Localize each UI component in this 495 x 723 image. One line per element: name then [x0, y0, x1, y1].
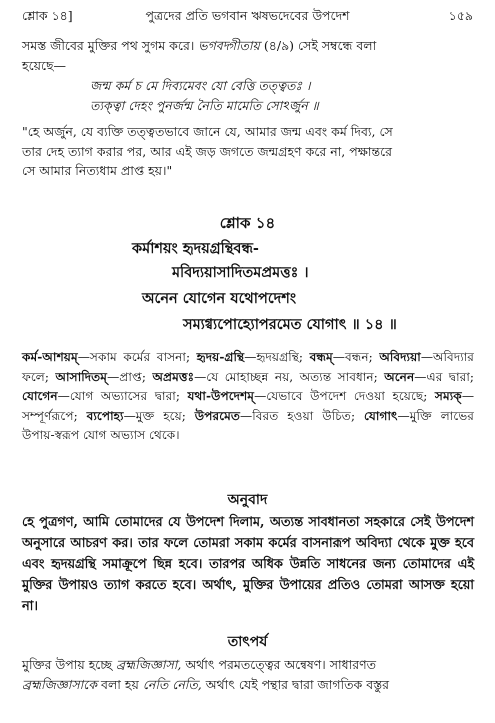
- synonym-meaning: —যে মোহাচ্ছন্ন নয়, অত্যন্ত সাবধান;: [194, 369, 385, 384]
- purport-text: [22, 655, 474, 695]
- synonym-word: যোগাৎ: [363, 408, 398, 423]
- synonym-word: আসাদিতম্: [55, 369, 108, 384]
- translation-text: হে পুত্রগণ, আমি তোমাদের যে উপদেশ দিলাম, অত্যন্ত সাবধানতা সহকারে সেই উপদেশ অনুসারে আচরণ কর। তার ফলে তোমরা সকাম কর্মের বাসনারূপ অবিদ্যা থেকে মুক্ত হবে এবং হৃদয়গ্রন্থি সমাক্রূপে ছিন্ন হবে। তারপর অধিক উন্নতি সাধনের জন্য তোমাদের এই মুক্তির উপায়ও ত্যাগ করতে হবে। অর্থাৎ, মুক্তির উপায়ের প্রতিও তোমরা আসক্ত হয়ো না।: [22, 515, 474, 614]
- synonym-word: উপরমেত: [194, 408, 241, 423]
- synonym-meaning: —প্রাপ্ত;: [107, 369, 153, 384]
- sloka-number: শ্লোক ১৪: [219, 214, 276, 232]
- sloka-line-3: অনেন যোগেন যথোপদেশং: [142, 290, 297, 307]
- synonym-meaning: —এর দ্বারা;: [414, 369, 474, 384]
- synonym-meaning: —বিরত হওয়া উচিত;: [240, 408, 364, 423]
- intro-paragraph: [22, 36, 474, 75]
- sloka-line-2: মবিদ্যয়াসাদিতমপ্রমত্তঃ ।: [172, 264, 309, 281]
- header-verse-ref: শ্লোক ১৪]: [22, 8, 73, 23]
- synonym-word: অনেন: [384, 369, 415, 384]
- synonyms-paragraph: [22, 348, 474, 446]
- synonym-meaning: —মুক্তি লাভের উপায়-স্বরূপ যোগ অভ্যাস থেকে।: [22, 408, 474, 442]
- synonym-word: যথা-উপদেশম্: [187, 389, 255, 403]
- purport-line-2: ব্রহ্মজিজ্ঞাসাকে বলা হয় নেতি নেতি, অর্থাৎ যেই পন্থার দ্বারা জাগতিক বস্তুর: [22, 677, 390, 692]
- intro-line-2: হয়েছে—: [22, 57, 67, 73]
- running-header: [22, 8, 473, 28]
- synonym-meaning: —হৃদয়গ্রন্থি;: [244, 350, 310, 364]
- gita-translation: "হে অর্জুন, যে ব্যক্তি তত্ত্বতভাবে জানে যে, আমার জন্ম এবং কর্ম দিব্য, সে তার দেহ ত্যাগ করার পর, আর এই জড় জগতে জন্মগ্রহণ করে না, পক্ষান্তরে সে আমার নিত্যধাম প্রাপ্ত হয়।": [22, 124, 393, 178]
- synonym-word: বন্ধম্: [309, 350, 333, 364]
- synonym-meaning: —সম্পূর্ণরূপে;: [22, 389, 474, 423]
- synonym-meaning: —যোগ অভ্যাসের দ্বারা;: [57, 389, 188, 403]
- purport-line-1: মুক্তির উপায় হচ্ছে ব্রহ্মজিজ্ঞাসা, অর্থাৎ পরমতত্ত্বের অন্বেষণ। সাধারণত: [22, 657, 377, 672]
- synonym-meaning: —অবিদ্যার ফলে;: [22, 350, 474, 384]
- synonym-word: যোগেন: [22, 389, 58, 403]
- synonym-word: কর্ম-আশয়ম্: [22, 350, 78, 364]
- purport-title: তাৎপর্য: [227, 634, 268, 650]
- synonym-meaning: —যেভাবে উপদেশ দেওয়া হয়েছে;: [254, 389, 435, 403]
- synonym-word: অপ্রমত্তঃ: [152, 369, 195, 384]
- gita-verse-quote: [90, 76, 470, 115]
- synonym-word: ব্যপোহ্য: [86, 408, 124, 423]
- gita-verse-line-1: জন্ম কর্ম চ মে দিব্যমেবং যো বেত্তি তত্ত্বতঃ ।: [90, 78, 311, 93]
- synonym-word: অবিদ্যয়া: [379, 350, 421, 364]
- sloka-line-4: সম্যগ্ব্যপোহ্যোপরমেত যোগাৎ ॥ ১৪ ॥: [183, 316, 397, 333]
- synonym-meaning: —সকাম কর্মের বাসনা;: [77, 350, 197, 364]
- synonym-meaning: —মুক্ত হয়ে;: [123, 408, 195, 423]
- header-chapter-title: পুত্রদের প্রতি ভগবান ঋষভদেবের উপদেশ: [145, 8, 350, 23]
- gita-verse-line-2: ত্যক্ত্বা দেহং পুনর্জন্ম নৈতি মামেতি সোঽর্জুন ॥: [90, 97, 319, 113]
- synonym-meaning: —বন্ধন;: [332, 350, 380, 364]
- intro-line-1: সমস্ত জীবের মুক্তির পথ সুগম করে। ভগবদ্গীতায় (৪/৯) সেই সম্বন্ধে বলা: [22, 38, 377, 53]
- page-number: ১৫৯: [448, 8, 473, 23]
- synonym-word: হৃদয়-গ্রন্থি: [196, 350, 245, 364]
- translation-title: অনুবাদ: [227, 492, 268, 508]
- synonym-word: সম্যক্: [434, 389, 462, 403]
- sloka-line-1: কর্মাশয়ং হৃদয়গ্রন্থিবন্ধ-: [132, 240, 259, 257]
